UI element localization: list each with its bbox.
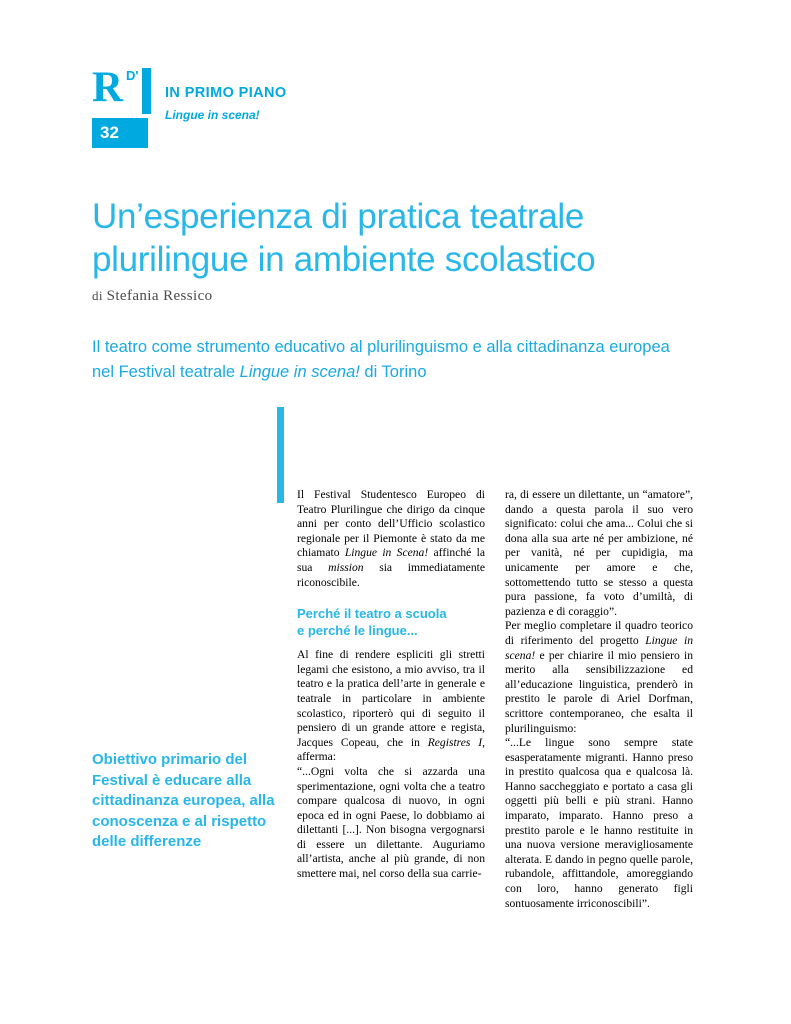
byline-author: Stefania Ressico: [106, 288, 213, 304]
subheading-line-1: Perché il teatro a scuola: [297, 606, 447, 622]
page-number: 32: [100, 123, 119, 142]
masthead: [92, 66, 512, 156]
decorative-rule: [277, 407, 284, 503]
subheading: [297, 605, 485, 639]
left-para-1-italic-2: mission: [328, 560, 364, 574]
paragraph: [505, 619, 693, 736]
section-label: IN PRIMO PIANO: [165, 85, 287, 101]
standfirst-part-2: di Torino: [359, 363, 427, 381]
paragraph: [297, 648, 485, 765]
subsection-label: Lingue in scena!: [165, 108, 260, 122]
right-para-2a: Per meglio completare il quadro teorico di riferimento del progetto: [505, 619, 693, 647]
standfirst-part-1: Il teatro come strumento educativo al plurilinguismo e alla cittadinanza europea nel Festival teatrale: [92, 338, 670, 381]
byline: [92, 288, 213, 305]
body-column-left: [297, 488, 485, 882]
logo-bar-icon: [142, 68, 151, 114]
standfirst-italic: Lingue in scena!: [239, 363, 360, 381]
title-line-2: plurilingue in ambiente scolastico: [92, 240, 596, 280]
page-title: [92, 195, 732, 281]
pull-quote: Obiettivo primario del Festival è educare alla cittadinanza europea, alla conoscenza e al rispetto delle differenze: [92, 751, 275, 850]
right-para-2-italic: Lingue in scena!: [505, 633, 694, 662]
paragraph: [297, 488, 485, 590]
left-para-2-italic: Registres I: [427, 735, 483, 749]
left-para-2a: Al fine di rendere espliciti gli stretti legami che esistono, a mio avviso, tra il teatro e la pratica dell’arte in generale e teatrale in particolare in ambiente scolastico, riporterò qui di seguito il pensiero di un grande attore e regista, Jacques Copeau, che in: [297, 648, 485, 749]
left-para-1b: affinché la sua: [297, 546, 485, 574]
publication-logo: [92, 66, 158, 154]
body-column-right: [505, 488, 693, 911]
left-para-2b: , afferma:: [297, 735, 485, 764]
paragraph: “...Ogni volta che si azzarda una sperimentazione, ogni volta che a teatro compare qualcosa di nuovo, in ogni epoca ed in ogni Paese, lo dobbiamo ai dilettanti [...]. Non bisogna vergognarsi di essere un dilettante. Auguriamo all’artista, anche al più grande, di non smettere mai, nel corso della sua carrie-: [297, 764, 485, 881]
left-para-1c: sia immediatamente riconoscibile.: [297, 560, 485, 589]
logo-superscript: D': [126, 68, 139, 83]
paragraph: ra, di essere un dilettante, un “amatore”, dando a questa parola il suo vero significato: colui che ama... Colui che si dona alla sua arte né per ambizione, né per vanità, né per cupidigia, ma unicamente per amore e che, sottomettendo tutto se stesso a questa pura passione, fa voto d’umiltà, di pazienza e di coraggio”.: [505, 488, 693, 618]
left-para-1a: Il Festival Studentesco Europeo di Teatro Plurilingue che dirigo da cinque anni per conto dell’Ufficio scolastico regionale per il Piemonte è stato da me chiamato: [297, 488, 485, 560]
title-line-1: Un’esperienza di pratica teatrale: [92, 197, 585, 237]
right-para-2b: e per chiarire il mio pensiero in merito alla sensibilizzazione ed all’educazione linguistica, prenderò in prestito le parole di Ariel Dorfman, scrittore contemporaneo, che esalta il plurilinguismo:: [505, 648, 693, 735]
standfirst: [92, 335, 692, 385]
paragraph: “...Le lingue sono sempre state esasperatamente migranti. Hanno preso in prestito qualcosa qua e qualcosa là. Hanno saccheggiato e portato a casa gli oggetti più belli e più strani. Hanno imparato, imparato. Hanno preso a prestito parole e le hanno restituite in una nuova versione meravigliosamente alterata. E dando in pegno quelle parole, rubandole, affittandole, amoreggiando con loro, hanno generato figli sontuosamente irriconoscibili”.: [505, 736, 693, 910]
byline-prefix: di: [92, 288, 103, 303]
logo-letter: R: [92, 64, 123, 111]
subheading-line-2: e perché le lingue...: [297, 623, 418, 639]
left-para-1-italic-1: Lingue in Scena!: [344, 546, 429, 560]
